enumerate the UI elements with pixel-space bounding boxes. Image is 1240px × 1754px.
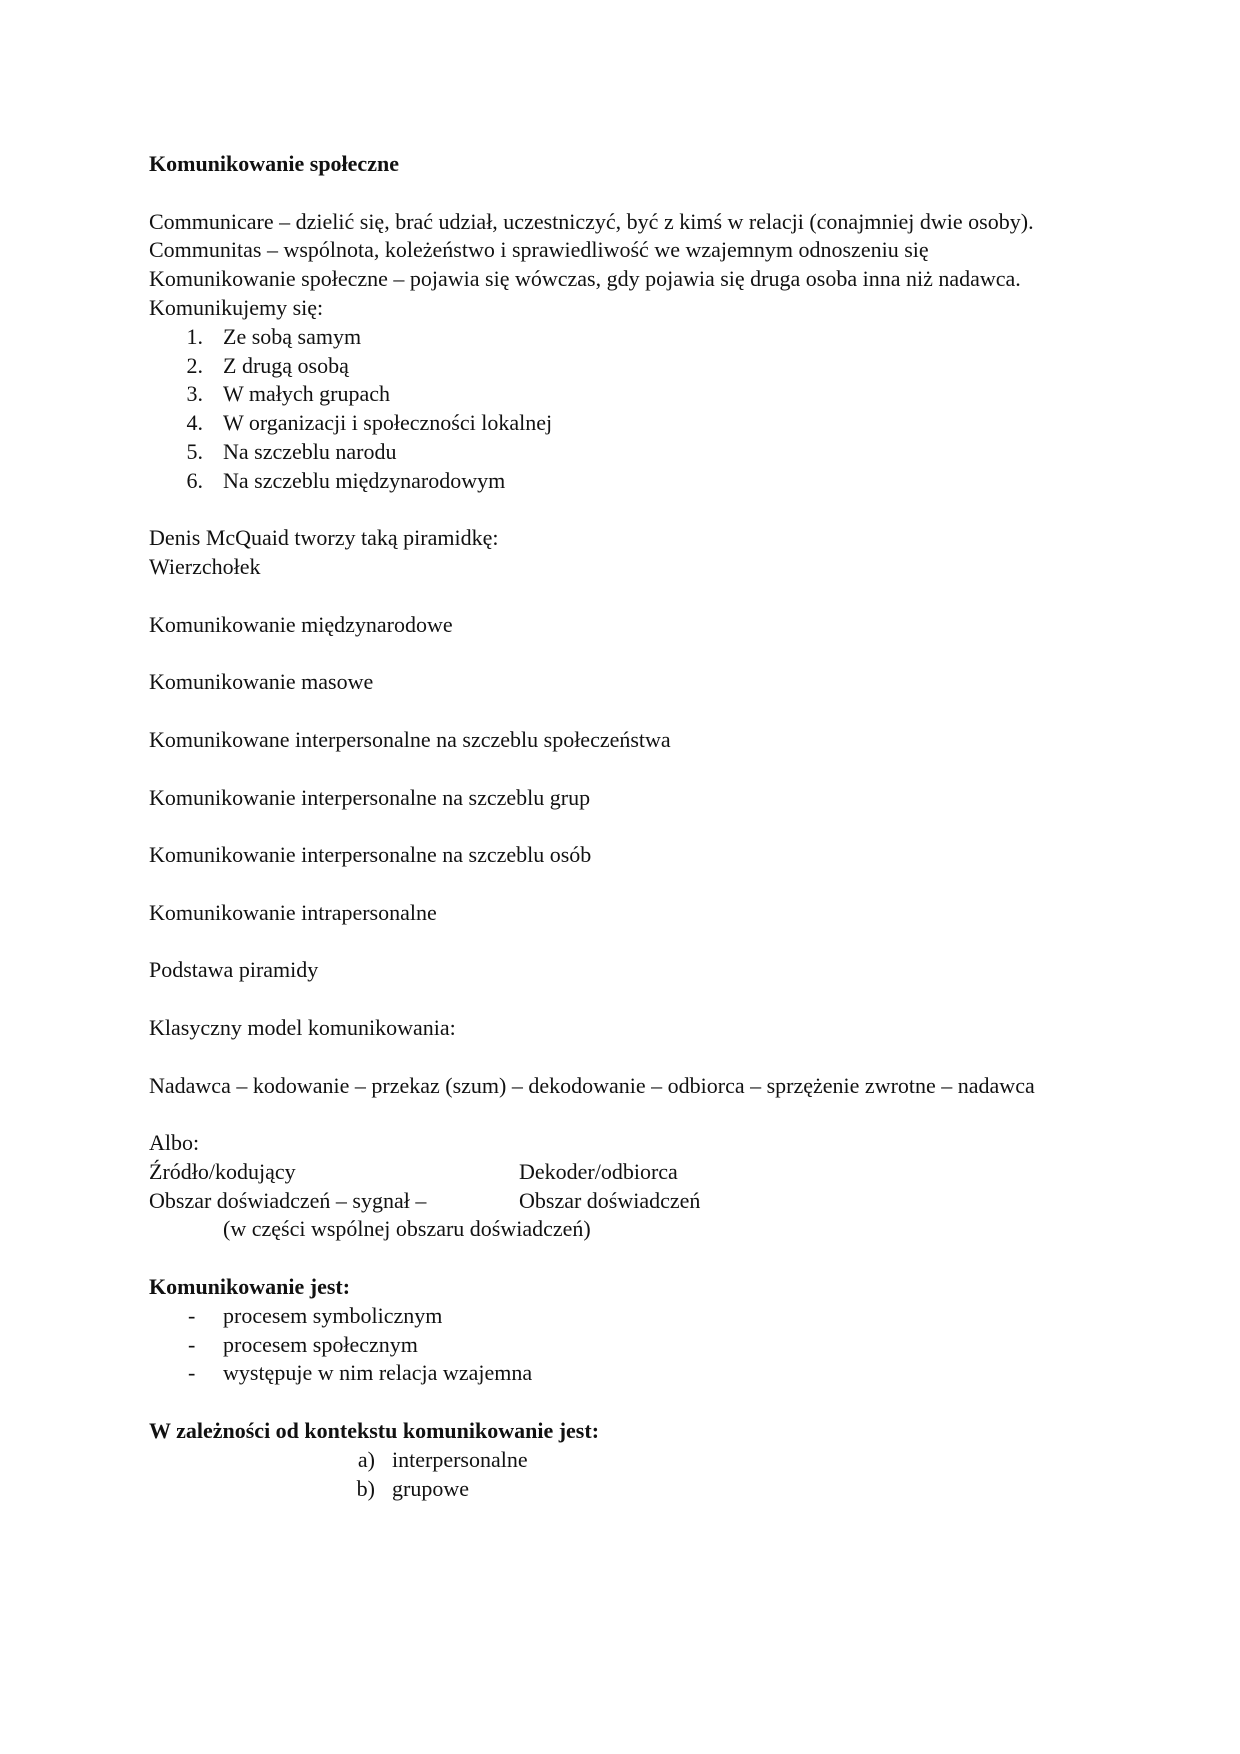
bullet-item xyxy=(149,1359,1094,1388)
levels-list xyxy=(149,323,1094,496)
list-item xyxy=(149,467,1094,496)
pyramid-intro: Denis McQuaid tworzy taką piramidkę: xyxy=(149,525,499,551)
list-text: Ze sobą samym xyxy=(223,323,362,349)
bullet-item xyxy=(149,1331,1094,1360)
bullet-dash: - xyxy=(188,1331,196,1357)
model-heading: Klasyczny model komunikowania: xyxy=(149,1014,456,1040)
list-item xyxy=(149,380,1094,409)
document-title: Komunikowanie społeczne xyxy=(149,151,399,176)
paragraph-komunikujemy: Komunikujemy się: xyxy=(149,294,324,320)
bullet-text: procesem społecznym xyxy=(223,1331,418,1357)
pyramid-level: Komunikowanie intrapersonalne xyxy=(149,899,437,925)
document-page xyxy=(149,150,1094,1503)
list-number: 6. xyxy=(186,467,203,493)
pyramid-level: Komunikowane interpersonalne na szczeblu społeczeństwa xyxy=(149,726,671,752)
list-item xyxy=(149,323,1094,352)
context-item xyxy=(149,1446,1094,1475)
is-heading: Komunikowanie jest: xyxy=(149,1274,351,1300)
model-source: Źródło/kodujący xyxy=(149,1158,296,1184)
list-number: 5. xyxy=(186,438,203,464)
list-text: Z drugą osobą xyxy=(223,352,349,378)
pyramid-level: Komunikowanie masowe xyxy=(149,669,374,695)
pyramid-level: Komunikowanie międzynarodowe xyxy=(149,611,453,637)
pyramid-level: Komunikowanie interpersonalne na szczeblu grup xyxy=(149,784,591,810)
list-text: W organizacji i społeczności lokalnej xyxy=(223,410,553,436)
paragraph-communitas: Communitas – wspólnota, koleżeństwo i sprawiedliwość we wzajemnym odnoszeniu się xyxy=(149,237,929,263)
bullet-dash: - xyxy=(188,1360,196,1386)
model-note: (w części wspólnej obszaru doświadczeń) xyxy=(223,1216,591,1242)
model-experience-left: Obszar doświadczeń – sygnał – xyxy=(149,1187,427,1213)
bullet-dash: - xyxy=(188,1302,196,1328)
paragraph-komunikowanie-spoleczne: Komunikowanie społeczne – pojawia się wówczas, gdy pojawia się druga osoba inna niż nadawca. xyxy=(149,266,1021,292)
model-chain: Nadawca – kodowanie – przekaz (szum) – dekodowanie – odbiorca – sprzężenie zwrotne – nadawca xyxy=(149,1072,1035,1098)
list-number: 4. xyxy=(186,410,203,436)
context-heading: W zależności od kontekstu komunikowanie jest: xyxy=(149,1418,600,1444)
bullet-item xyxy=(149,1302,1094,1331)
model-albo: Albo: xyxy=(149,1130,200,1156)
model-row xyxy=(149,1187,1094,1216)
list-item xyxy=(149,409,1094,438)
list-text: Na szczeblu narodu xyxy=(223,438,397,464)
paragraph-communicare: Communicare – dzielić się, brać udział, uczestniczyć, być z kimś w relacji (conajmniej dwie osoby). xyxy=(149,208,1034,234)
list-text: interpersonalne xyxy=(392,1446,528,1472)
list-letter: b) xyxy=(356,1475,375,1501)
list-text: W małych grupach xyxy=(223,381,390,407)
pyramid-base: Podstawa piramidy xyxy=(149,957,319,983)
list-text: Na szczeblu międzynarodowym xyxy=(223,467,506,493)
bullet-text: procesem symbolicznym xyxy=(223,1302,443,1328)
bullet-text: występuje w nim relacja wzajemna xyxy=(223,1360,533,1386)
model-decoder: Dekoder/odbiorca xyxy=(519,1158,678,1184)
list-letter: a) xyxy=(357,1446,375,1472)
list-item xyxy=(149,438,1094,467)
model-experience-right: Obszar doświadczeń xyxy=(519,1187,701,1213)
context-item xyxy=(149,1475,1094,1504)
list-number: 3. xyxy=(186,381,203,407)
pyramid-level: Komunikowanie interpersonalne na szczeblu osób xyxy=(149,842,592,868)
pyramid-top: Wierzchołek xyxy=(149,554,261,580)
model-row xyxy=(149,1158,1094,1187)
list-number: 1. xyxy=(186,323,203,349)
list-text: grupowe xyxy=(392,1475,469,1501)
list-item xyxy=(149,352,1094,381)
list-number: 2. xyxy=(186,352,203,378)
